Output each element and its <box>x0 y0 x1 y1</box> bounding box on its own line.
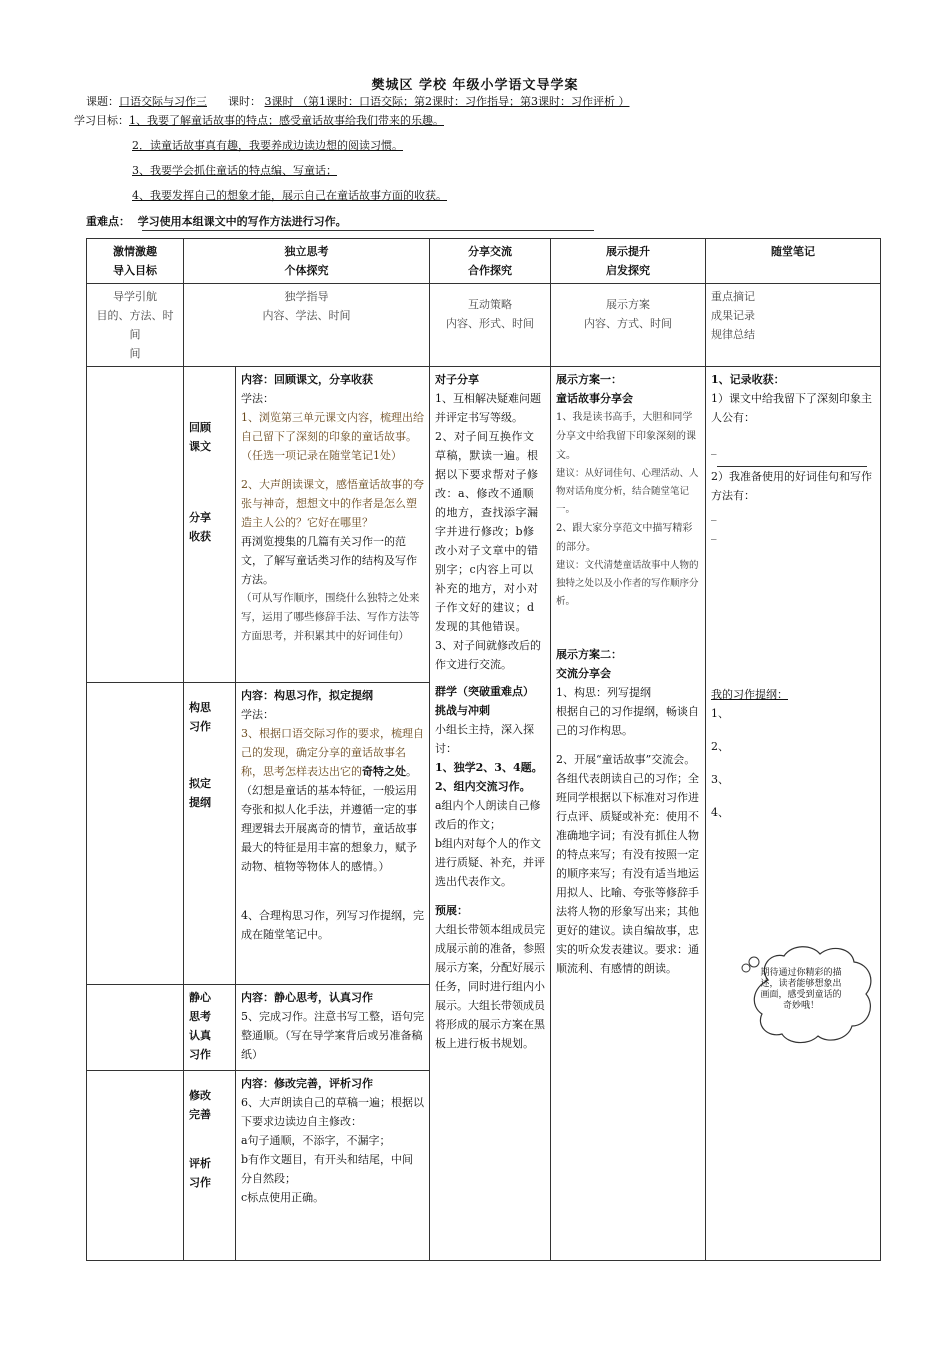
subheader-row <box>87 284 881 367</box>
hours-label: 课时： <box>228 95 261 108</box>
sub-header-c1: 导学引航 目的、方法、时间 间 <box>87 284 184 367</box>
notes-title: 1、记录收获： <box>711 373 785 386</box>
lesson-line <box>86 93 630 109</box>
sub-header-c2: 独学指导 内容、学法、时间 <box>184 284 430 367</box>
study-plan-table <box>86 238 881 1261</box>
hours-value: 3课时 （第1课时：口语交际；第2课时：习作指导；第3课时：习作评析 ） <box>264 95 630 108</box>
side-label-revise: 修改 完善 评析 习作 <box>184 1071 236 1261</box>
content-cell-write: 内容：静心思考，认真习作 5、完成习作。注意书写工整，语句完整通顺。（写在导学案背后或另准备稿纸） <box>236 985 430 1071</box>
content-cell-revise: 内容：修改完善，评析习作 6、大声朗读自己的草稿一遍；根据以下要求边读边自主修改： a句子通顺，不添字，不漏字； b有作文题目，有开头和结尾，中间分自然段； c标点使用正确。 <box>236 1071 430 1261</box>
intro-cell-4 <box>87 1071 184 1261</box>
col-header-show: 展示提升 启发探究 <box>551 239 706 284</box>
sub-header-c4: 展示方案 内容、方式、时间 <box>551 284 706 367</box>
notes-q1: 1）课文中给我留下了深刻印象主人公有： <box>711 392 872 424</box>
col-header-intro: 激情激趣 导入目标 <box>87 239 184 284</box>
notes-q2: 2）我准备使用的好词佳句和写作方法有： <box>711 470 872 502</box>
content-cell-outline: 内容：构思习作，拟定提纲 学法： 3、根据口语交际习作的要求，梳理自己的发现，确定分享的童话故事名称，思考怎样表达出它的奇特之处。（幻想是童话的基本特征，一般运用夸张和拟人化手法，并遵循一定的事理逻辑去开展离奇的情节，童话故事最大的特征是用丰富的想象力，赋予动物、植物等物体人的感情。） 4、合理构思习作，列写习作提纲，完成在随堂笔记中。 <box>236 683 430 985</box>
answer-line-1[interactable] <box>717 458 867 467</box>
header-row <box>87 239 881 284</box>
side-label-outline: 构思 习作 拟定 提纲 <box>184 683 236 985</box>
content-cell-review: 内容：回顾课文，分享收获 学法： 1、浏览第三单元课文内容，梳理出给自己留下了深刻的印象的童话故事。（任选一项记录在随堂笔记1处） 2、大声朗读课文，感悟童话故事的夸张与神奇，想想文中的作者是怎么塑造主人公的？它好在哪里？ 再浏览搜集的几篇有关习作一的范文，了解写童话类习作的结构及写作方法。 （可从写作顺序，围绕什么独特之处来写，运用了哪些修辞手法、写作方法等方面思考，并积累其中的好词佳句） <box>236 367 430 683</box>
intro-cell-1 <box>87 367 184 683</box>
col-header-share: 分享交流 合作探究 <box>430 239 551 284</box>
key-underline <box>142 230 594 231</box>
key-label: 重难点： <box>86 215 130 228</box>
key-value: 学习使用本组课文中的写作方法进行习作。 <box>137 215 347 228</box>
side-label-write: 静心 思考 认真 习作 <box>184 985 236 1071</box>
col-header-independent: 独立思考 个体探究 <box>184 239 430 284</box>
goal-3: 3、我要学会抓住童话的特点编、写童话； <box>132 164 337 177</box>
lesson-value: 口语交际与习作三 <box>119 95 207 108</box>
lesson-label: 课题： <box>86 95 119 108</box>
goal-4: 4、我要发挥自己的想象才能，展示自己在童话故事方面的收获。 <box>132 189 447 202</box>
goal-2: 2．读童话故事真有趣，我要养成边读边想的阅读习惯。 <box>132 139 403 152</box>
page-title: 樊城区 学校 年级小学语文导学案 <box>371 78 579 93</box>
bubble-text: 期待通过你精彩的描述，读者能够想象出画面，感受到童话的奇妙哦！ <box>760 968 842 1011</box>
notes-column: 1、记录收获： 1）课文中给我留下了深刻印象主人公有： _ 2）我准备使用的好词佳句和写作方法有： _ _ 我的习作提纲： 1、 2、 3、 4、 <box>706 367 881 1261</box>
sub-header-c3: 互动策略 内容、形式、时间 <box>430 284 551 367</box>
key-line <box>86 213 347 229</box>
goals-label: 学习目标： <box>74 114 129 127</box>
goal-1: 1、我要了解童话故事的特点；感受童话故事给我们带来的乐趣。 <box>129 114 444 127</box>
intro-cell-2 <box>87 683 184 985</box>
outline-title: 我的习作提纲： <box>711 688 788 701</box>
row-review <box>87 367 881 683</box>
intro-cell-3 <box>87 985 184 1071</box>
share-column: 对子分享 1、互相解决疑难问题并评定书写等级。 2、对子间互换作文草稿，默读一遍。根据以下要求帮对子修改：a、修改不通顺的地方，查找添字漏字并进行修改；b修改小对子文章中的错别字；c内容上可以补充的地方，对小对子作文好的建议；d发现的其他错误。 3、对子间就修改后的作文进行交流。 群学（突破重难点） 挑战与冲刺 小组长主持，深入探讨： 1、独学2、3、4题。 2、组内交流习作。 a组内个人朗读自己修改后的作文； b组内对每个人的作文进行质疑、补充，并评选出代表作文。 预展： 大组长带领本组成员完成展示前的准备，参照展示方案，分配好展示任务，同时进行组内小展示。大组长带领成员将形成的展示方案在黑板上进行板书规划。 <box>430 367 551 1261</box>
col-header-notes: 随堂笔记 <box>706 239 881 284</box>
sub-header-c5: 重点摘记 成果记录 规律总结 <box>706 284 881 367</box>
show-column: 展示方案一： 童话故事分享会 1、我是读书高手，大胆和同学分享文中给我留下印象深刻的课文。 建议：从好词佳句、心理活动、人物对话角度分析，结合随堂笔记一。 2、跟大家分享范文中描写精彩的部分。 建议：文代清楚童话故事中人物的独特之处以及小作者的写作顺序分析。 展示方案二： 交流分享会 1、构思：列写提纲 根据自己的习作提纲，畅谈自己的习作构思。 2、开展“童话故事”交流会。 各组代表朗读自己的习作；全班同学根据以下标准对习作进行点评、质疑或补充：使用不准确地字词；有没有抓住人物的特点来写；有没有按照一定的顺序来写；有没有适当地运用拟人、比喻、夸张等修辞手法将人物的形象写出来；其他更好的建议。读自编故事，忠实的听众发表建议。要求：通顺流利、有感情的朗读。 <box>551 367 706 1261</box>
goal-line-1 <box>74 112 444 128</box>
side-label-review: 回顾 课文 分享 收获 <box>184 367 236 683</box>
